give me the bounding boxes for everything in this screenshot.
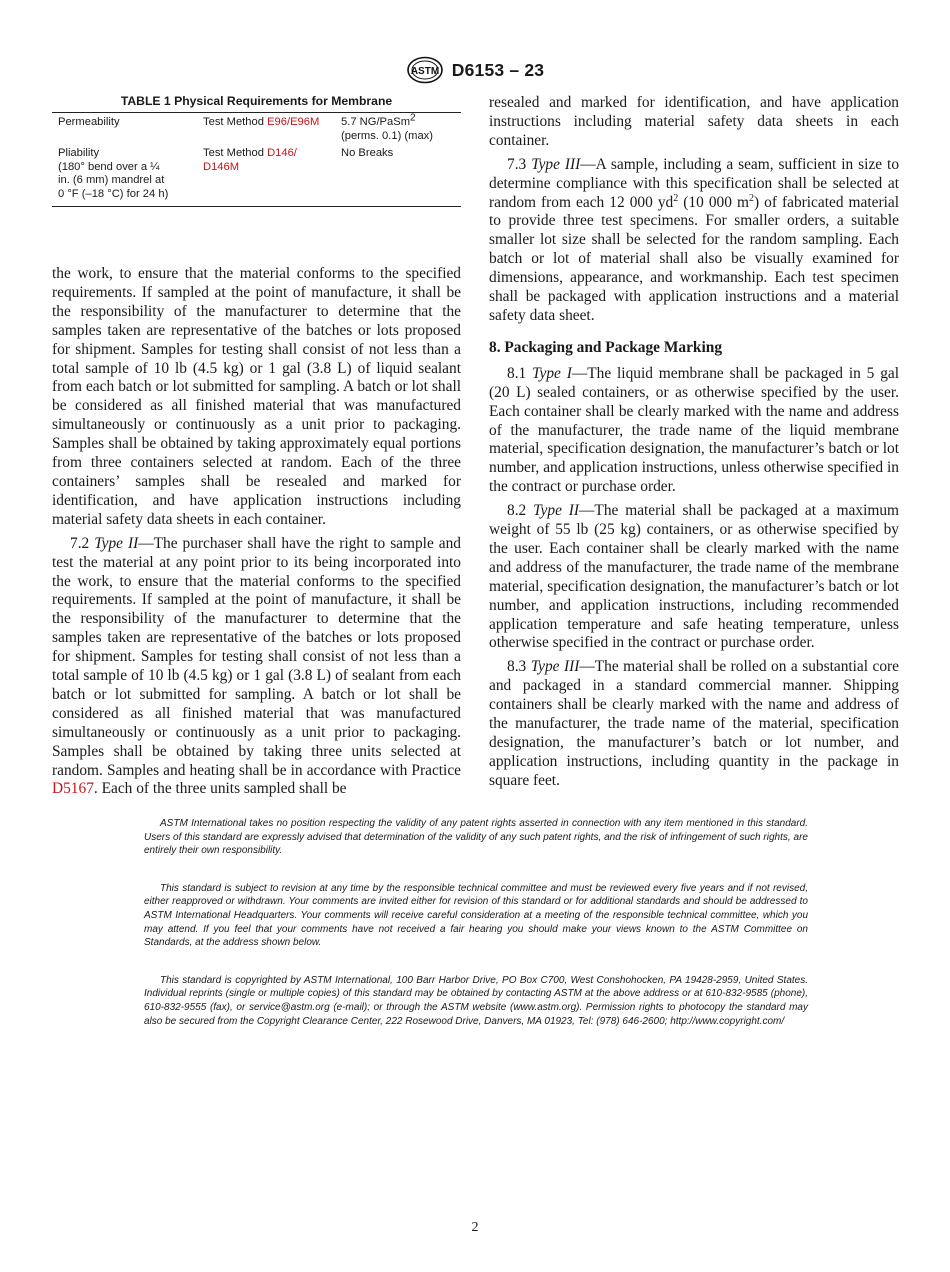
property-cell: Pliability (180° bend over a ¼ in. (6 mm) mandrel at 0 °F (–18 °C) for 24 h) xyxy=(52,145,199,206)
astm-logo-icon xyxy=(406,56,444,84)
requirements-table xyxy=(52,112,461,207)
table-row xyxy=(52,113,461,146)
paragraph-7-2-continued: resealed and marked for identification, and have application instructions including material safety data sheets in each container. xyxy=(489,94,899,149)
paragraph-8-2: 8.2 Type II—The material shall be packaged at a maximum weight of 55 lb (25 kg) containers, or as otherwise specified by the user. Each container shall be clearly marked with the name and address of the manufacturer, the trade name of the membrane material, specification designation, the manufacturer’s batch or lot number, and application instructions, including recommended application temperature and safe heating temperature, unless otherwise specified in the contract or purchase order. xyxy=(489,502,899,652)
document-designation: D6153 – 23 xyxy=(451,59,545,80)
method-cell: Test Method D146/ D146M xyxy=(199,145,337,206)
paragraph-7-1-continued: the work, to ensure that the material conforms to the specified requirements. If sampled at the point of manufacture, it shall be the responsibility of the manufacturer to determine that the samples taken are representative of the batches or lots proposed for shipment. Samples for testing shall consist of not less than a total sample of 10 lb (4.5 kg) or 1 gal (3.8 L) of liquid sealant from each batch or lot submitted for sampling. A batch or lot shall be considered as all finished material that was manufactured simultaneously or continuously as a unit prior to packaging. Samples shall be obtained by taking approximately equal portions from three containers selected at random. Each of the three containers’ samples shall be resealed and marked for identification, and have application instructions including material safety data sheets in each container. xyxy=(52,265,461,528)
patent-notice: ASTM International takes no position respecting the validity of any patent rights asserted in connection with any item mentioned in this standard. Users of this standard are expressly advised that determination of the validity of any such patent rights, and the risk of infringement of such rights, are entirely their own responsibility. xyxy=(144,818,808,857)
property-cell: Permeability xyxy=(52,113,199,146)
method-cell: Test Method E96/E96M xyxy=(199,113,337,146)
d146m-link[interactable]: D146M xyxy=(203,160,240,173)
left-column xyxy=(52,265,461,804)
paragraph-8-3: 8.3 Type III—The material shall be rolled on a substantial core and packaged in a standard commercial manner. Shipping containers shall be clearly marked with the name and address of the manufacturer, the trade name of the material, specification designation, the manufacturer’s batch or lot number, and application instructions, including quantity in the package in square feet. xyxy=(489,658,900,789)
right-column xyxy=(489,94,899,796)
section-heading: 8. Packaging and Package Marking xyxy=(489,338,723,356)
table-caption: TABLE 1 Physical Requirements for Membrane xyxy=(120,94,393,108)
copyright-notice: This standard is copyrighted by ASTM International, 100 Barr Harbor Drive, PO Box C700, West Conshohocken, PA 19428-2959, United States. Individual reprints (single or multiple copies) of this standard may be obtained by contacting ASTM at the above address or at 610-832-9585 (phone), 610-832-9555 (fax), or service@astm.org (e-mail); or through the ASTM website (www.astm.org). Permission rights to photocopy the standard may also be secured from the Copyright Clearance Center, 222 Rosewood Drive, Danvers, MA 01923, Tel: (978) 646-2600; http://www.copyright.com/ xyxy=(144,974,808,1027)
e96-link[interactable]: E96/E96M xyxy=(267,116,320,128)
physical-requirements-table xyxy=(52,94,461,207)
requirement-cell: 5.7 NG/PaSm$^2$ (perms. 0.1) (max) xyxy=(337,113,461,146)
page-number: 2 xyxy=(471,1220,479,1235)
page-header xyxy=(0,55,950,85)
d5167-link[interactable]: D5167 xyxy=(52,780,94,798)
paragraph-7-2: 7.2 Type II—The purchaser shall have the right to sample and test the material at any point prior to its being incorporated into the work, to ensure that the material conforms to the specified requirements. If sampled at the point of manufacture, it shall be the responsibility of the manufacturer to determine that the samples taken are representative of the batches or lots proposed for shipment. Samples for testing shall consist of not less than a total sample of 10 lb (4.5 kg) or 1 gal (3.8 L) of sealant from each batch or lot submitted for sampling. A batch or lot shall be considered as all finished material that was manufactured simultaneously or continuously as a unit prior to packaging. Samples shall be obtained by taking three units selected at random. Samples and heating shall be in accordance with Practice D5167. Each of the three units sampled shall be xyxy=(52,534,461,798)
d146-link[interactable]: D146/ xyxy=(267,147,297,160)
paragraph-7-3: 7.3 Type III—A sample, including a seam, sufficient in size to determine compliance with this specification shall be selected at random from each 12 000 $yd^2$ (10 000 $m^2$) of fabricated material to provide three test specimens. For smaller orders, a suitable smaller lot size shall be selected for the random sampling. Each batch or lot of material shall also be visually examined for dimensions, appearance, and workmanship. Each test specimen shall be packaged with application instructions and a material safety data sheet. xyxy=(489,155,900,324)
requirement-cell: No Breaks xyxy=(337,145,461,206)
revision-notice: This standard is subject to revision at any time by the responsible technical committee and must be reviewed every five years and if not revised, either reapproved or withdrawn. Your comments are invited either for revision of this standard or for additional standards and should be addressed to ASTM International Headquarters. Your comments will receive careful consideration at a meeting of the responsible technical committee, which you may attend. If you feel that your comments have not received a fair hearing you should make your views known to the ASTM Committee on Standards, at the address shown below. xyxy=(144,882,808,949)
logo-text: ASTM xyxy=(410,66,439,77)
footnotes xyxy=(144,817,808,1052)
table-row xyxy=(52,145,461,206)
paragraph-8-1: 8.1 Type I—The liquid membrane shall be packaged in 5 gal (20 L) sealed containers, or as otherwise specified by the user. Each container shall be clearly marked with the name and address of the manufacturer, the trade name of the liquid membrane material, specification designation, the manufacturer’s batch or lot number, and application instructions, unless otherwise specified in the contract or purchase order. xyxy=(489,364,899,496)
